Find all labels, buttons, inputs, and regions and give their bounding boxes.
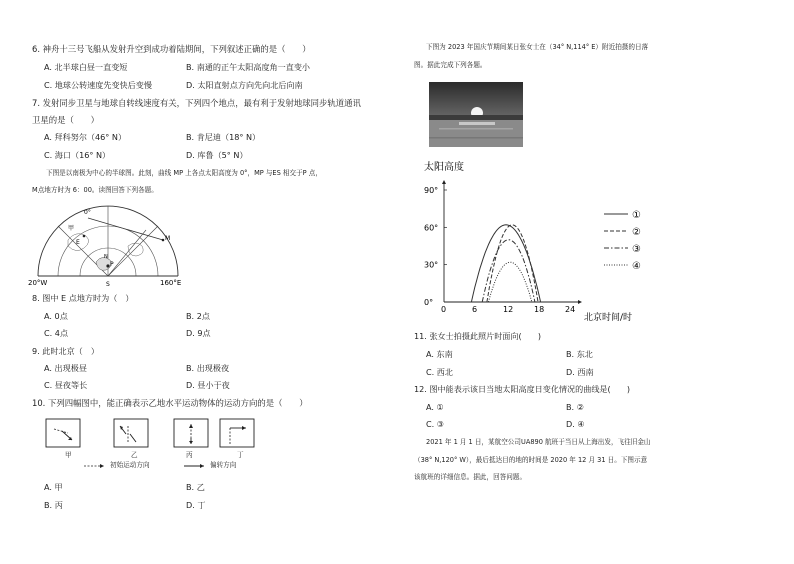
q7-option-b[interactable]: B. 肯尼迪（18° N） bbox=[186, 132, 261, 142]
q7-option-d[interactable]: D. 库鲁（5° N） bbox=[186, 150, 248, 160]
q9-stem: 9. 此时北京（ ） bbox=[32, 346, 99, 356]
q6-option-a[interactable]: A. 北半球白昼一直变短 bbox=[44, 62, 128, 72]
outro-line1: 2021 年 1 月 1 日，某航空公司UA890 航班于当日从上海出发，飞往旧金山 bbox=[426, 438, 651, 446]
q8-option-c[interactable]: C. 4点 bbox=[44, 328, 69, 338]
q8-9-intro-line1: 下图是以南极为中心的半球图。此刻，曲线 MP 上各点太阳高度为 0°，MP 与ES 相交于P 点， bbox=[46, 169, 322, 177]
y-tick-label: 60° bbox=[424, 223, 439, 233]
right-intro-line1: 下图为 2023 年国庆节期间某日张女士在（34° N,114° E）附近拍摄的日落 bbox=[426, 43, 649, 51]
series-curve-4 bbox=[488, 262, 531, 302]
q9-option-b[interactable]: B. 出现极夜 bbox=[186, 363, 230, 373]
q12-option-d[interactable]: D. ④ bbox=[566, 419, 585, 429]
x-tick-label: 18 bbox=[534, 305, 545, 314]
q8-option-d[interactable]: D. 9点 bbox=[186, 328, 211, 338]
q11-option-c[interactable]: C. 西北 bbox=[426, 367, 453, 377]
map-label-e: E bbox=[76, 239, 80, 246]
right-intro-line2: 图。据此完成下列各题。 bbox=[414, 61, 487, 69]
q10-option-b[interactable]: B. 乙 bbox=[186, 482, 205, 492]
q11-option-b[interactable]: B. 东北 bbox=[566, 349, 593, 359]
map-label-160e: 160°E bbox=[160, 279, 182, 287]
sun-altitude-chart bbox=[420, 156, 660, 326]
q10-option-c[interactable]: B. 丙 bbox=[44, 500, 63, 510]
q10-panel-label-ding: 丁 bbox=[237, 451, 244, 459]
q7-stem-line1: 7. 发射同步卫星与地球自转线速度有关，下列四个地点，最有利于发射地球同步轨道通讯 bbox=[32, 98, 361, 108]
legend-label-2: ② bbox=[632, 227, 641, 238]
q10-panel-label-jia: 甲 bbox=[65, 451, 72, 459]
q9-option-a[interactable]: A. 出现极昼 bbox=[44, 363, 87, 373]
y-tick-label: 30° bbox=[424, 260, 439, 270]
q12-option-c[interactable]: C. ③ bbox=[426, 419, 445, 429]
legend-label-1: ① bbox=[632, 210, 641, 221]
outro-line3: 该航班的详细信息。据此，回答问题。 bbox=[414, 473, 527, 481]
map-label-jia: 甲 bbox=[68, 225, 75, 232]
q10-stem: 10. 下列四幅图中，能正确表示乙地水平运动物体的运动方向的是（ ） bbox=[32, 398, 308, 408]
q10-option-a[interactable]: A. 甲 bbox=[44, 482, 63, 492]
y-tick-label: 90° bbox=[424, 186, 439, 195]
q11-option-d[interactable]: D. 西南 bbox=[566, 367, 594, 377]
legend-label-3: ③ bbox=[632, 244, 641, 255]
q10-panel-label-bing: 丙 bbox=[186, 451, 193, 459]
map-label-zero: 0° bbox=[84, 209, 91, 216]
map-label-m: M bbox=[165, 235, 171, 242]
series-curve-2 bbox=[487, 225, 538, 302]
q9-option-d[interactable]: D. 昼小于夜 bbox=[186, 380, 230, 390]
q6-option-c[interactable]: C. 地球公转速度先变快后变慢 bbox=[44, 80, 152, 90]
q12-option-a[interactable]: A. ① bbox=[426, 402, 444, 412]
q7-stem-line2: 卫星的是（ ） bbox=[32, 115, 99, 125]
x-tick-label: 12 bbox=[503, 305, 514, 314]
q10-legend-initial: 初始运动方向 bbox=[110, 461, 150, 469]
map-label-s: S bbox=[106, 281, 110, 288]
q12-option-b[interactable]: B. ② bbox=[566, 402, 584, 412]
x-tick-label: 0 bbox=[441, 305, 447, 314]
q10-option-d[interactable]: D. 丁 bbox=[186, 500, 206, 510]
q6-option-d[interactable]: D. 太阳直射点方向先向北后向南 bbox=[186, 80, 303, 90]
series-curve-3 bbox=[482, 240, 535, 302]
south-pole-hemisphere-map bbox=[28, 200, 188, 288]
map-label-p: P bbox=[110, 261, 114, 268]
y-tick-label: 0° bbox=[424, 298, 434, 307]
q8-9-intro-line2: M点地方时为 6：00。读图回答下列各题。 bbox=[32, 186, 158, 194]
q10-legend-deflect: 偏转方向 bbox=[210, 461, 237, 469]
chart-ylabel: 太阳高度 bbox=[424, 162, 464, 173]
outro-line2: （38° N,120° W），最后抵达目的地的时间是 2020 年 12 月 31 日。下图示意 bbox=[414, 456, 648, 464]
q10-panels bbox=[44, 416, 284, 474]
q11-stem: 11. 张女士拍摄此照片时面向( ) bbox=[414, 331, 541, 341]
q8-option-a[interactable]: A. 0点 bbox=[44, 311, 68, 321]
q12-stem: 12. 图中能表示该日当地太阳高度日变化情况的曲线是( ) bbox=[414, 384, 631, 394]
q8-option-b[interactable]: B. 2点 bbox=[186, 311, 210, 321]
q7-option-a[interactable]: A. 拜科努尔（46° N） bbox=[44, 132, 127, 142]
x-tick-label: 6 bbox=[472, 305, 478, 314]
map-label-20w: 20°W bbox=[28, 279, 48, 287]
q10-panel-label-yi: 乙 bbox=[131, 451, 138, 459]
q8-stem: 8. 图中 E 点地方时为（ ） bbox=[32, 293, 134, 303]
q9-option-c[interactable]: C. 昼夜等长 bbox=[44, 380, 88, 390]
x-tick-label: 24 bbox=[565, 305, 576, 314]
q6-option-b[interactable]: B. 南通的正午太阳高度角一直变小 bbox=[186, 62, 311, 72]
q6-stem: 6. 神舟十三号飞船从发射升空到成功着陆期间，下列叙述正确的是（ ） bbox=[32, 44, 311, 54]
legend-label-4: ④ bbox=[632, 261, 641, 272]
q7-option-c[interactable]: C. 海口（16° N） bbox=[44, 150, 111, 160]
q11-option-a[interactable]: A. 东南 bbox=[426, 349, 453, 359]
map-label-n: N bbox=[104, 254, 108, 260]
chart-xlabel: 北京时间/时 bbox=[584, 313, 633, 323]
sunset-photo bbox=[429, 82, 523, 147]
